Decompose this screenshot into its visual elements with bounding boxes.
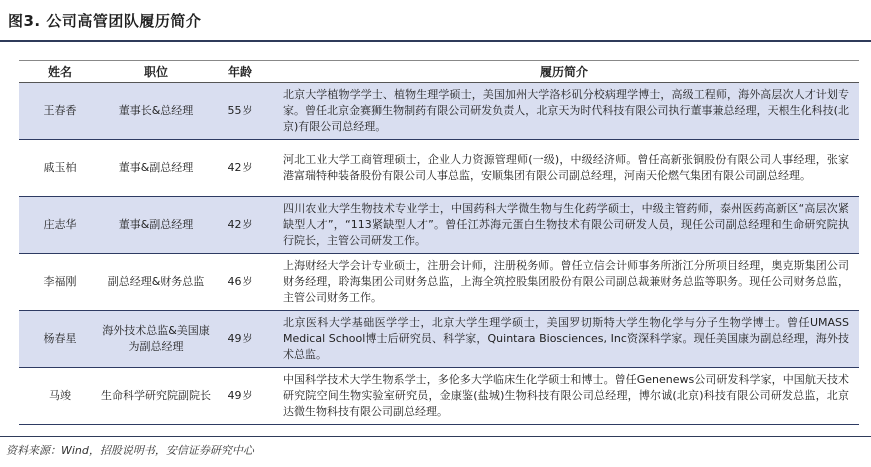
table-row	[19, 197, 859, 254]
age-value: 42	[227, 217, 242, 231]
cell-age	[211, 311, 269, 368]
cell-position: 副总经理&财务总监	[101, 254, 211, 311]
header-resume: 履历简介	[269, 61, 859, 83]
cell-position: 董事&副总经理	[101, 197, 211, 254]
cell-age	[211, 254, 269, 311]
cell-age	[211, 368, 269, 425]
age-value: 49	[227, 331, 242, 345]
age-value: 49	[227, 388, 242, 402]
table-row	[19, 311, 859, 368]
cell-resume: 北京医科大学基础医学学士，北京大学生理学硕士，美国罗切斯特大学生物化学与分子生物学博士。曾任UMASS Medical School博士后研究员、科学家，Quintara Biosciences, Inc资深科学家。现任美国康为副总经理，海外技术总监。	[269, 311, 859, 368]
age-unit: 岁	[242, 105, 253, 117]
age-unit: 岁	[242, 162, 253, 174]
table-row	[19, 254, 859, 311]
title-divider	[0, 40, 871, 42]
source-note: 资料来源：Wind，招股说明书，安信证券研究中心	[6, 444, 254, 457]
cell-age	[211, 140, 269, 197]
cell-position: 海外技术总监&美国康为副总经理	[101, 311, 211, 368]
cell-resume: 中国科学技术大学生物系学士，多伦多大学临床生化学硕士和博士。曾任Genenews公司研发科学家，中国航天技术研究院空间生物实验室研究员，金康鉴(盐城)生物科技有限公司总经理，博尔诚(北京)科技有限公司研发总监，北京达微生物科技有限公司副总经理。	[269, 368, 859, 425]
header-position: 职位	[101, 61, 211, 83]
cell-name: 王春香	[19, 83, 101, 140]
cell-resume: 四川农业大学生物技术专业学士，中国药科大学微生物与生化药学硕士，中级主管药师，泰州医药高新区“高层次紧缺型人才”，“113紧缺型人才”。曾任江苏海元蛋白生物技术有限公司研发人员，现任公司副总经理和生命研究院执行院长，主管公司研发工作。	[269, 197, 859, 254]
header-age: 年龄	[211, 61, 269, 83]
table-row	[19, 368, 859, 425]
cell-resume: 河北工业大学工商管理硕士，企业人力资源管理师(一级)，中级经济师。曾任高新张铜股份有限公司人事经理，张家港富瑞特种装备股份有限公司人事总监，安顺集团有限公司副总经理，河南天伦燃气集团有限公司副总经理。	[269, 140, 859, 197]
cell-resume: 上海财经大学会计专业硕士，注册会计师，注册税务师。曾任立信会计师事务所浙江分所项目经理，奥克斯集团公司财务经理，聆海集团公司财务总监，上海全筑控股集团股份有限公司副总裁兼财务总监等职务。现任公司财务总监，主管公司财务工作。	[269, 254, 859, 311]
age-unit: 岁	[242, 333, 253, 345]
cell-name: 李福刚	[19, 254, 101, 311]
table-header-row	[19, 61, 859, 83]
cell-age	[211, 83, 269, 140]
cell-resume: 北京大学植物学学士、植物生理学硕士，美国加州大学洛杉矶分校病理学博士，高级工程师，海外高层次人才计划专家。曾任北京金赛狮生物制药有限公司研发负责人，北京天为时代科技有限公司执行董事兼总经理，天根生化科技(北京)有限公司总经理。	[269, 83, 859, 140]
age-value: 55	[227, 103, 242, 117]
table-row	[19, 83, 859, 140]
table-row	[19, 140, 859, 197]
cell-age	[211, 197, 269, 254]
cell-name: 庄志华	[19, 197, 101, 254]
age-unit: 岁	[242, 276, 253, 288]
age-value: 42	[227, 160, 242, 174]
cell-position: 董事长&总经理	[101, 83, 211, 140]
cell-name: 杨春星	[19, 311, 101, 368]
cell-name: 马竣	[19, 368, 101, 425]
header-name: 姓名	[19, 61, 101, 83]
age-unit: 岁	[242, 219, 253, 231]
cell-name: 戚玉柏	[19, 140, 101, 197]
figure-title: 图3. 公司高管团队履历简介	[8, 12, 202, 30]
executive-resume-table	[19, 60, 859, 425]
age-value: 46	[227, 274, 242, 288]
cell-position: 董事&副总经理	[101, 140, 211, 197]
source-divider	[0, 436, 871, 437]
age-unit: 岁	[242, 390, 253, 402]
cell-position: 生命科学研究院副院长	[101, 368, 211, 425]
